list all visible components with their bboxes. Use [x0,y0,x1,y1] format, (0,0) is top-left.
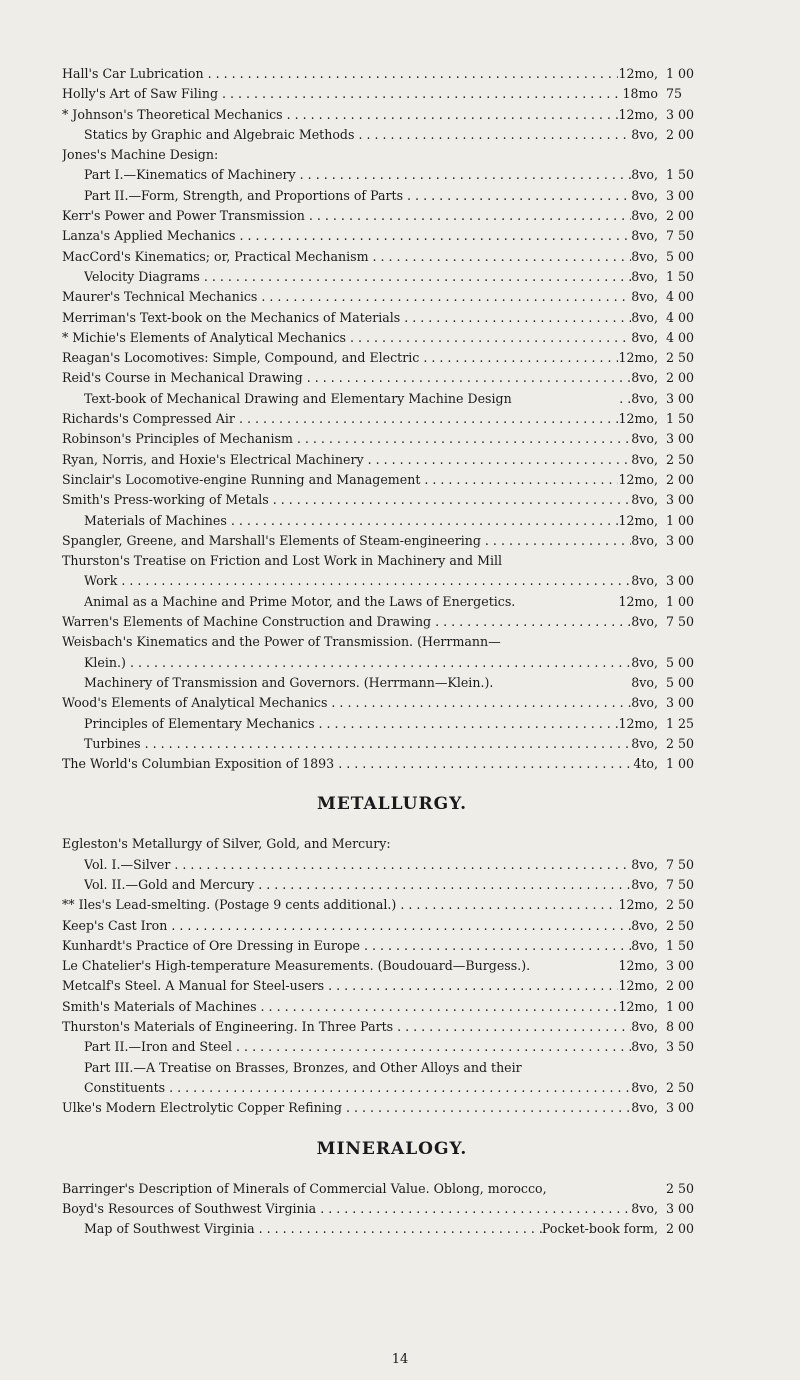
entry-format: 12mo, [618,106,658,122]
catalog-entry [62,612,722,632]
entry-price: 7 50 [666,228,695,244]
entry-price: 5 00 [666,674,695,690]
entry-format: 8vo, [631,309,658,325]
catalog-entry [62,125,722,145]
catalog-entry [62,490,722,510]
entry-price: 2 00 [666,370,695,386]
entry-format: 4to, [633,756,658,772]
entry-price: 3 00 [666,958,695,974]
entry-title: Egleston's Metallurgy of Silver, Gold, and Mercury: [62,836,391,852]
entry-title: Wood's Elements of Analytical Mechanics . . . [62,693,631,713]
entry-title: Sinclair's Locomotive-engine Running and Management . . . [62,470,618,490]
entry-price: 1 50 [666,167,695,183]
entry-title: Part II.—Form, Strength, and Proportions of Parts . . . [84,186,631,206]
catalog-entry [62,754,722,774]
catalog-entry [62,145,722,165]
catalog-entry [62,1078,722,1098]
entry-price: 2 00 [666,471,695,487]
entry-price: 3 00 [666,492,695,508]
entry-title: Merriman's Text-book on the Mechanics of Materials . . . [62,308,631,328]
entry-price: 7 50 [666,876,695,892]
catalog-entry [62,348,722,368]
catalog-entry [62,551,722,571]
entry-format: 8vo, [631,329,658,345]
entry-format: 12mo, [618,66,658,81]
entry-title: Map of Southwest Virginia . . . [84,1219,542,1239]
catalog-entry [62,287,722,307]
catalog-entry [62,855,722,875]
entry-title: Velocity Diagrams . . . [84,267,631,287]
entry-format: 8vo, [631,856,658,872]
entry-format: 12mo, [618,715,658,731]
entry-format: 8vo, [631,167,658,183]
entry-format: 8vo, [631,289,658,305]
entry-title: Constituents . . . [84,1078,631,1098]
entry-price: 1 25 [666,715,695,731]
entry-price: 3 00 [666,431,695,447]
entry-format: 8vo, [631,370,658,386]
entry-price: 8 00 [666,1019,695,1035]
entry-title: Thurston's Materials of Engineering. In Three Parts . . . [62,1017,631,1037]
entry-price: 2 50 [666,735,695,751]
entry-price: 4 00 [666,289,695,305]
catalog-entry [62,1179,722,1199]
entry-format: 8vo, [631,187,658,203]
entry-price: 2 50 [666,917,695,933]
entry-format: 8vo, [631,917,658,933]
catalog-entry [62,1199,722,1219]
entry-price: 2 50 [666,1180,695,1196]
catalog-entry [62,206,722,226]
catalog-entry [62,875,722,895]
entry-title: Machinery of Transmission and Governors. (Herrmann—Klein.). [84,674,494,690]
catalog-entry [62,186,722,206]
entry-title: Metcalf's Steel. A Manual for Steel-users . . . [62,976,618,996]
entry-format: 8vo, [631,248,658,264]
catalog-entry [62,1219,722,1239]
entry-title: Ulke's Modern Electrolytic Copper Refining . . . [62,1098,631,1118]
entry-title: Smith's Materials of Machines . . . [62,997,618,1017]
entry-format: 12mo, [618,998,658,1014]
entry-format: 8vo, [631,876,658,892]
entry-title: Richards's Compressed Air . . . [62,409,618,429]
entry-format: 12mo, [618,978,658,994]
entry-title: Jones's Machine Design: [62,147,219,163]
entry-title: Lanza's Applied Mechanics . . . [62,226,631,246]
catalog-entry [62,267,722,287]
entry-title: Vol. I.—Silver . . . [84,855,631,875]
entry-format: 12mo, [618,897,658,913]
entry-format: 8vo, [631,937,658,953]
entry-format: 8vo, [631,1079,658,1095]
entry-title: Principles of Elementary Mechanics . . . [84,714,618,734]
entry-format: 12mo, [618,350,658,366]
catalog-entry [62,105,722,125]
entry-price: 2 50 [666,1079,695,1095]
entry-format: 12mo, [618,411,658,427]
catalog-entry [62,997,722,1017]
entry-price: 3 00 [666,390,695,406]
entry-title: Boyd's Resources of Southwest Virginia . . . [62,1199,631,1219]
entry-format: 8vo, [631,573,658,589]
catalog-entry [62,409,722,429]
entry-price: 2 00 [666,1221,695,1237]
entry-price: 2 00 [666,208,695,224]
entry-format: 8vo, [631,126,658,142]
catalog-entry [62,592,722,612]
entry-price: 3 00 [666,106,695,122]
entry-title: ** Iles's Lead-smelting. (Postage 9 cents additional.) . . . [62,895,618,915]
catalog-entry [62,84,722,104]
section-heading: METALLURGY. [317,794,467,815]
catalog-entry [62,389,722,409]
entry-price: 3 00 [666,1100,695,1116]
entry-price: 1 50 [666,411,695,427]
entry-title: Kunhardt's Practice of Ore Dressing in Europe . . . [62,936,631,956]
entry-title: Vol. II.—Gold and Mercury . . . [84,875,631,895]
catalog-entry [62,1037,722,1057]
entry-price: 75 [666,86,683,102]
entry-title: Le Chatelier's High-temperature Measurements. (Boudouard—Burgess.). [62,958,531,974]
entry-format: 12mo, [618,471,658,487]
catalog-entry [62,693,722,713]
entry-price: 3 00 [666,695,695,711]
entry-title: Part III.—A Treatise on Brasses, Bronzes, and Other Alloys and their [84,1059,522,1075]
catalog-entry [62,714,722,734]
entry-title: Turbines . . . [84,734,631,754]
entry-title: Part I.—Kinematics of Machinery . . . [84,165,631,185]
catalog-entry [62,1058,722,1078]
entry-price: 1 00 [666,998,695,1014]
catalog-entry [62,632,722,652]
catalog-entry [62,226,722,246]
catalog-entry [62,368,722,388]
entry-format: 8vo, [631,208,658,224]
entry-price: 1 50 [666,937,695,953]
entry-title: Kerr's Power and Power Transmission . . . [62,206,631,226]
entry-price: 1 00 [666,512,695,528]
entry-format: 8vo, [631,1019,658,1035]
entry-title: Text-book of Mechanical Drawing and Elementary Machine Design [84,390,512,406]
entry-price: 2 50 [666,350,695,366]
catalog-listing [62,64,722,1239]
entry-format: 8vo, [631,532,658,548]
entry-title: Smith's Press-working of Metals . . . [62,490,631,510]
section-heading: MINERALOGY. [316,1138,468,1159]
catalog-entry [62,734,722,754]
entry-format: 18mo [622,86,658,102]
entry-title: Materials of Machines . . . [84,511,618,531]
catalog-entry [62,956,722,976]
entry-price: 2 50 [666,451,695,467]
catalog-entry [62,247,722,267]
entry-price: 1 00 [666,756,695,772]
entry-title: Maurer's Technical Mechanics . . . [62,287,631,307]
entry-title: Keep's Cast Iron . . . [62,916,631,936]
catalog-entry [62,450,722,470]
catalog-entry [62,1098,722,1118]
catalog-entry [62,531,722,551]
entry-price: 3 50 [666,1039,695,1055]
entry-format: 8vo, [631,228,658,244]
catalog-entry [62,328,722,348]
entry-price: 3 00 [666,573,695,589]
catalog-entry [62,64,722,84]
entry-format: . .8vo, [619,390,658,406]
entry-price: 4 00 [666,309,695,325]
entry-price: 3 00 [666,187,695,203]
entry-format: 8vo, [631,451,658,467]
entry-title: Holly's Art of Saw Filing . . . [62,84,622,104]
page-number: 14 [391,1352,409,1367]
entry-price: 3 00 [666,1200,695,1216]
entry-title: Warren's Elements of Machine Construction and Drawing . . . [62,612,631,632]
catalog-entry [62,470,722,490]
entry-price: 7 50 [666,614,695,630]
entry-price: 5 00 [666,248,695,264]
catalog-entry [62,308,722,328]
entry-format: Pocket-book form, [541,1221,658,1237]
catalog-entry [62,916,722,936]
catalog-entry [62,936,722,956]
entry-title: Klein.) . . . [84,653,631,673]
entry-format: 8vo, [631,431,658,447]
catalog-entry [62,429,722,449]
entry-price: 7 50 [666,856,695,872]
entry-format: 8vo, [631,1200,658,1216]
catalog-entry [62,895,722,915]
entry-format: 8vo, [631,735,658,751]
catalog-entry [62,511,722,531]
entry-format: 8vo, [631,674,658,690]
catalog-entry [62,653,722,673]
entry-title: Weisbach's Kinematics and the Power of Transmission. (Herrmann— [62,634,501,650]
catalog-entry [62,976,722,996]
entry-price: 4 00 [666,329,695,345]
entry-format: 8vo, [631,492,658,508]
entry-format: 8vo, [631,695,658,711]
entry-title: Hall's Car Lubrication . . . [62,64,618,84]
entry-title: Thurston's Treatise on Friction and Lost Work in Machinery and Mill [62,553,503,569]
entry-format: 8vo, [631,654,658,670]
catalog-entry [62,1017,722,1037]
catalog-entry [62,834,722,854]
entry-title: Ryan, Norris, and Hoxie's Electrical Machinery . . . [62,450,631,470]
entry-price: 2 00 [666,126,695,142]
entry-title: Work . . . [84,571,631,591]
entry-price: 1 00 [666,66,695,81]
entry-title: Reid's Course in Mechanical Drawing . . . [62,368,631,388]
entry-format: 12mo, [618,512,658,528]
entry-title: Statics by Graphic and Algebraic Methods . . . [84,125,631,145]
catalog-entry [62,165,722,185]
entry-price: 2 50 [666,897,695,913]
entry-title: * Michie's Elements of Analytical Mechanics . . . [62,328,631,348]
entry-title: * Johnson's Theoretical Mechanics . . . [62,105,618,125]
entry-title: The World's Columbian Exposition of 1893 . . . [62,754,633,774]
entry-format: 12mo, [618,958,658,974]
entry-price: 2 00 [666,978,695,994]
entry-title: Animal as a Machine and Prime Motor, and the Laws of Energetics. [84,593,516,609]
entry-format: 12mo, [618,593,658,609]
entry-title: Barringer's Description of Minerals of Commercial Value. Oblong, morocco, [62,1180,547,1196]
entry-title: MacCord's Kinematics; or, Practical Mechanism . . . [62,247,631,267]
entry-price: 1 50 [666,268,695,284]
catalog-entry [62,571,722,591]
entry-format: 8vo, [631,614,658,630]
entry-title: Part II.—Iron and Steel . . . [84,1037,631,1057]
entry-format: 8vo, [631,1100,658,1116]
entry-title: Reagan's Locomotives: Simple, Compound, and Electric . . . [62,348,618,368]
entry-format: 8vo, [631,1039,658,1055]
entry-price: 3 00 [666,532,695,548]
entry-format: 8vo, [631,268,658,284]
entry-price: 5 00 [666,654,695,670]
entry-title: Spangler, Greene, and Marshall's Elements of Steam-engineering . . . [62,531,631,551]
entry-title: Robinson's Principles of Mechanism . . . [62,429,631,449]
entry-price: 1 00 [666,593,695,609]
catalog-entry [62,673,722,693]
